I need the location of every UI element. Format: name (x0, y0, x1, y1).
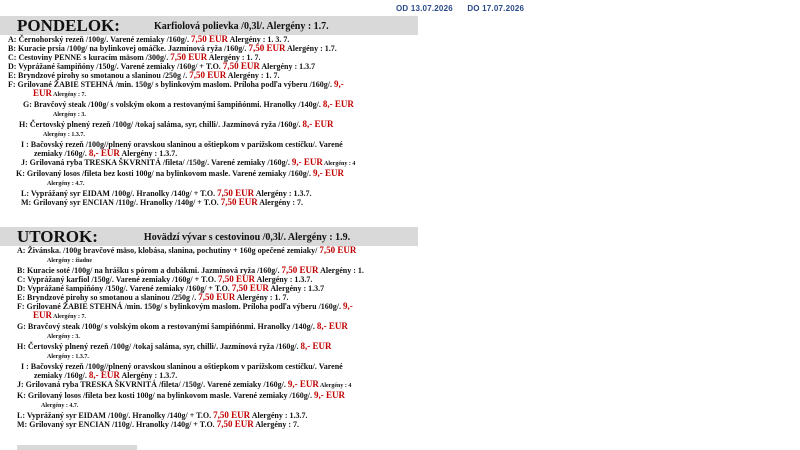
soup-of-day: Karfiolová polievka /0,3l/. Alergény : 1.7. (153, 21, 329, 32)
menu-item: K: Grilovaný losos /fileta bez kosti 100g/ na bylinkovom masle. Varené zemiaky /160g/. 9,- EUR (17, 390, 345, 400)
menu-items (0, 35, 800, 207)
menu-item: A: Černohorský rezeň /100g/. Varené zemiaky /160g/. 7,50 EUR Alergény : 1. 3. 7. (8, 34, 290, 44)
menu-item: J: Grilovaná ryba TRESKA ŠKVRNITÁ /fileta/ /150g/. Varené zemiaky /160g/. 9,- EUR Alergény : 4 (17, 379, 352, 389)
menu-item-allergens: Alergény : žiadne (47, 258, 92, 264)
menu-item: M: Grilovaný syr ENCIAN /110g/. Hranolky /140g/ + T.O. 7,50 EUR Alergény : 7. (21, 197, 304, 207)
menu-item: K: Grilovaný losos /fileta bez kosti 100g/ na bylinkovom masle. Varené zemiaky /160g/. 9,- EUR (16, 168, 344, 178)
day-section-tuesday (0, 227, 800, 429)
menu-item: C: Cestoviny PENNE s kuracím mäsom /300g/. 7,50 EUR Alergény : 1. 7. (8, 52, 261, 62)
day-name: PONDELOK: (17, 16, 120, 35)
menu-item-cont: EUR Alergény : 7. (33, 310, 87, 320)
day-section-monday (0, 16, 800, 207)
menu-item-allergens: Alergény : 3. (53, 112, 86, 118)
menu-item: D: Vyprážané šampiňóny /150g/. Varené zemiaky /160g/ + T.O. 7,50 EUR Alergény : 1.3.7 (8, 61, 316, 71)
menu-item: G: Bravčový steak /100g/ s volským okom a restovanými šampiňónmi. Hranolky /140g/. 8,- EUR (17, 321, 348, 331)
menu-item: G: Bravčový steak /100g/ s volským okom a restovanými šampiňónmi. Hranolky /140g/. 8,- EUR (23, 99, 354, 109)
menu-item: I : Bačovský rezeň /100g//plnený oravskou slaninou a oštiepkom v parížskom cestíčku/. Varené (21, 362, 343, 371)
menu-item: I : Bačovský rezeň /100g//plnený oravskou slaninou a oštiepkom v parížskom cestíčku/. Varené (21, 140, 343, 149)
menu-item: E: Bryndzové pirohy so smotanou a slaninou /250g /. 7,50 EUR Alergény : 1. 7. (8, 70, 280, 80)
menu-item: M: Grilovaný syr ENCIAN /110g/. Hranolky /140g/ + T.O. 7,50 EUR Alergény : 7. (17, 419, 300, 429)
menu-item-allergens: Alergény : 4.7. (47, 181, 85, 187)
menu-item: E: Bryndzové pirohy so smotanou a slaninou /250g /. 7,50 EUR Alergény : 1. 7. (17, 292, 289, 302)
menu-item: B: Kuracie prsia /100g/ na bylinkovej omáčke. Jazmínová ryža /160g/. 7,50 EUR Alergény : 1.7. (8, 43, 337, 53)
date-from: OD 13.07.2026 (396, 4, 453, 13)
menu-item: F: Grilované ŽABIE STEHNÁ /min. 150g/ s bylinkovým maslom. Príloha podľa výberu /160g/. 9,- (17, 301, 353, 311)
menu-item: L: Vyprážaný syr EIDAM /100g/. Hranolky /140g/ + T.O. 7,50 EUR Alergény : 1.3.7. (17, 410, 308, 420)
menu-item: H: Čertovský plnený rezeň /100g/ /tokaj saláma, syr, chilli/. Jazmínová ryža /160g/. 8,- EUR (17, 341, 332, 351)
next-day-bar (17, 445, 137, 450)
day-header (0, 16, 418, 35)
menu-item: C: Vyprážaný karfiol /150g/. Varené zemiaky /160g/ + T.O. 7,50 EUR Alergény : 1.3.7. (17, 274, 313, 284)
menu-item: B: Kuracie soté /100g/ na hrášku s pórom a dubákmi. Jazmínová ryža /160g/. 7,50 EUR Alergény : 1. (17, 265, 364, 275)
date-to: DO 17.07.2026 (467, 4, 525, 13)
menu-item: A: Živánska. /100g bravčové mäso, klobása, slanina, pochutiny + 160g opečené zemiaky/ 7,50 EUR (17, 245, 357, 255)
menu-items (0, 246, 800, 429)
next-day-header-partial (0, 445, 800, 450)
menu-item: H: Čertovský plnený rezeň /100g/ /tokaj saláma, syr, chilli/. Jazmínová ryža /160g/. 8,- EUR (19, 119, 334, 129)
day-header (0, 227, 418, 246)
menu-item: J: Grilovaná ryba TRESKA ŠKVRNITÁ /fileta/ /150g/. Varené zemiaky /160g/. 9,- EUR Alergény : 4 (21, 157, 356, 167)
menu-item-allergens: Alergény : 4.7. (41, 403, 79, 409)
menu-item: L: Vyprážaný syr EIDAM /100g/. Hranolky /140g/ + T.O. 7,50 EUR Alergény : 1.3.7. (21, 188, 312, 198)
menu-item-cont: zemiaky /160g/. 8,- EUR Alergény : 1.3.7. (34, 148, 178, 158)
menu-item-cont: EUR Alergény : 7. (33, 88, 87, 98)
menu-item: F: Grilované ŽABIE STEHNÁ /min. 150g/ s bylinkovým maslom. Príloha podľa výberu /160g/. 9,- (8, 79, 344, 89)
menu-item-allergens: Alergény : 1.3.7. (47, 354, 89, 360)
soup-of-day: Hovädzí vývar s cestovinou /0,3l/. Alergény : 1.9. (143, 232, 351, 243)
menu-item-cont: zemiaky /160g/. 8,- EUR Alergény : 1.3.7. (34, 370, 178, 380)
menu-item-allergens: Alergény : 1.3.7. (43, 132, 85, 138)
menu-item-allergens: Alergény : 3. (47, 334, 80, 340)
menu-item: D: Vyprážané šampiňóny /150g/. Varené zemiaky /160g/ + T.O. 7,50 EUR Alergény : 1.3.7 (17, 283, 325, 293)
day-name: UTOROK: (17, 227, 98, 246)
date-range (396, 4, 536, 13)
